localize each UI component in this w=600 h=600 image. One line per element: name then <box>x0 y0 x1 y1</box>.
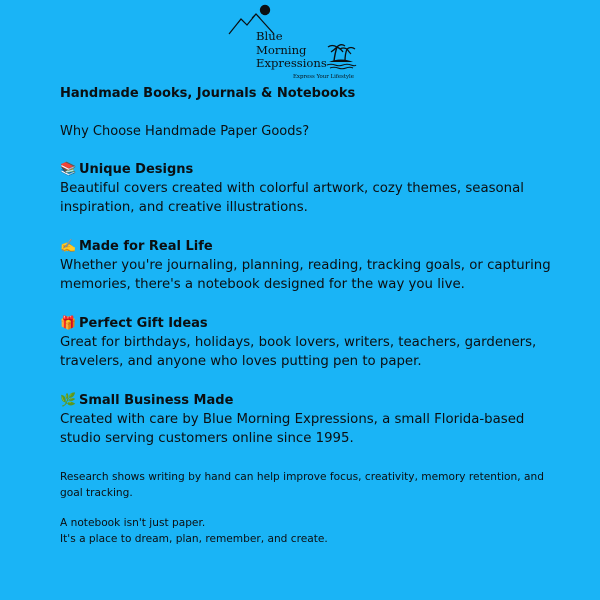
research-note: Research shows writing by hand can help improve focus, creativity, memory retention, and goal tracking. <box>60 471 544 499</box>
section-title <box>60 238 560 255</box>
closing-line-1: A notebook isn't just paper. <box>60 517 206 529</box>
section-title <box>60 315 560 332</box>
section-perfect-gift-ideas <box>60 315 560 371</box>
section-title-text: Unique Designs <box>79 162 194 177</box>
section-body: Beautiful covers created with colorful artwork, cozy themes, seasonal inspiration, and creative illustrations. <box>60 181 524 215</box>
section-question: Why Choose Handmade Paper Goods? <box>60 124 310 139</box>
gift-icon: 🎁 <box>60 316 77 331</box>
closing-note <box>60 515 560 547</box>
section-title-text: Small Business Made <box>79 393 234 408</box>
section-title-text: Perfect Gift Ideas <box>79 316 208 331</box>
section-body: Whether you're journaling, planning, reading, tracking goals, or capturing memories, there's a notebook designed for the way you live. <box>60 258 551 292</box>
logo-name-line-1: Blue <box>256 29 283 43</box>
logo-name-line-2: Morning <box>256 42 307 57</box>
section-title <box>60 161 560 178</box>
main-content <box>60 85 560 547</box>
brand-logo <box>225 3 370 83</box>
books-icon: 📚 <box>60 162 77 177</box>
logo-tagline: Express Your Lifestyle <box>293 74 354 80</box>
section-body: Created with care by Blue Morning Expressions, a small Florida-based studio serving customers online since 1995. <box>60 412 525 446</box>
island-palm-icon <box>325 41 357 71</box>
herb-leaf-icon: 🌿 <box>60 393 77 408</box>
logo-wordmark <box>256 30 327 71</box>
section-title <box>60 392 560 409</box>
writing-hand-icon: ✍️ <box>60 239 77 254</box>
page-title: Handmade Books, Journals & Notebooks <box>60 86 356 101</box>
section-small-business-made <box>60 392 560 448</box>
section-body: Great for birthdays, holidays, book lovers, writers, teachers, gardeners, travelers, and anyone who loves putting pen to paper. <box>60 335 537 369</box>
closing-line-2: It's a place to dream, plan, remember, and create. <box>60 533 328 545</box>
logo-name-line-3: Expressions <box>256 56 327 70</box>
section-title-text: Made for Real Life <box>79 239 213 254</box>
section-unique-designs <box>60 161 560 217</box>
section-made-for-real-life <box>60 238 560 294</box>
